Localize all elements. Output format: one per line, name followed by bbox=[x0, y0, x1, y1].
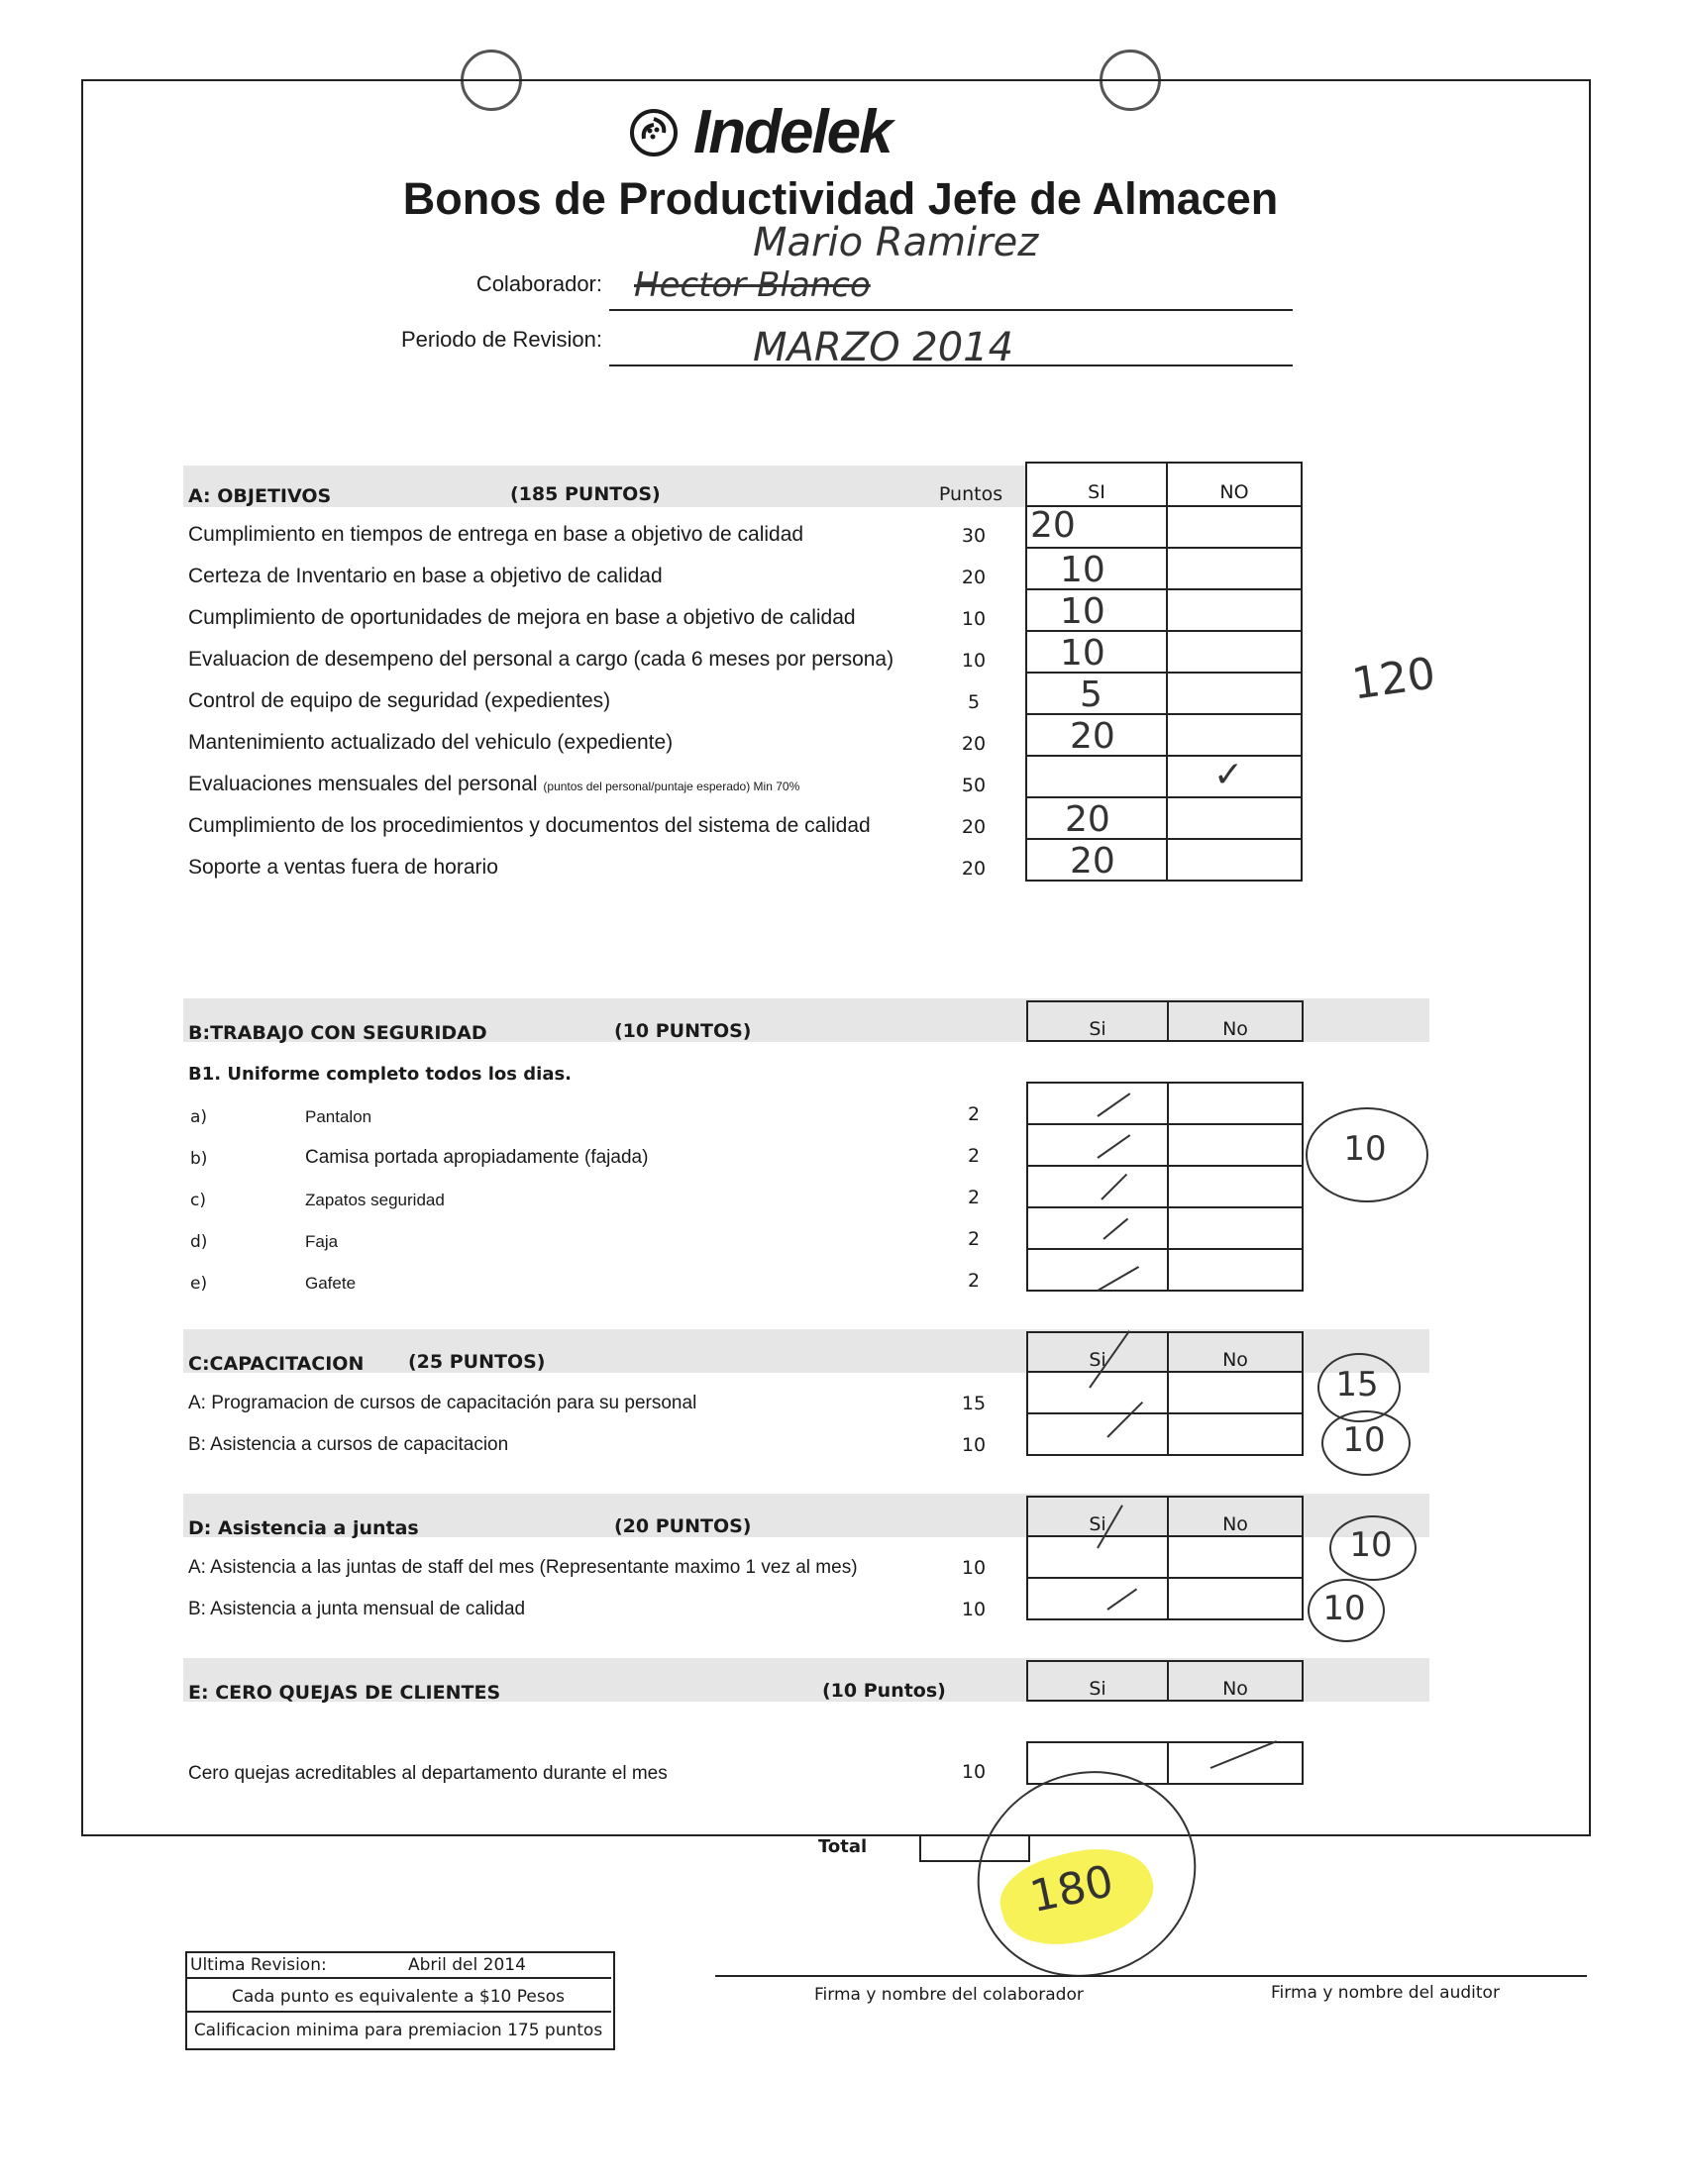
section-d-points: (20 PUNTOS) bbox=[614, 1515, 752, 1537]
section-a-item-7-note: (puntos del personal/puntaje esperado) Min 70% bbox=[543, 780, 800, 793]
indelek-swirl-icon bbox=[624, 103, 683, 162]
section-b-col-no: No bbox=[1222, 1018, 1248, 1040]
logo bbox=[624, 97, 892, 167]
section-b-pts-c: 2 bbox=[967, 1187, 981, 1208]
col-puntos: Puntos bbox=[938, 483, 1003, 505]
section-b-item-a: Pantalon bbox=[305, 1107, 372, 1126]
info-minima: Calificacion minima para premiacion 175 puntos bbox=[193, 2021, 603, 2040]
total-value: 180 bbox=[1025, 1855, 1118, 1924]
logo-text: Indelek bbox=[693, 98, 892, 166]
section-c-item-a: A: Programacion de cursos de capacitación para su personal bbox=[188, 1393, 697, 1413]
section-b-letter-a: a) bbox=[190, 1107, 208, 1127]
section-d-col-si: Si bbox=[1089, 1513, 1106, 1535]
signature-colaborador-label: Firma y nombre del colaborador bbox=[814, 1985, 1084, 2005]
section-a-pts-2: 20 bbox=[961, 567, 987, 588]
section-a-si-2: 10 bbox=[1060, 550, 1105, 590]
section-a-si-6: 20 bbox=[1070, 716, 1115, 757]
section-a-item-7 bbox=[188, 773, 799, 796]
info-divider-1 bbox=[185, 1977, 611, 1979]
colaborador-line bbox=[609, 309, 1293, 311]
section-a-pts-6: 20 bbox=[961, 733, 987, 755]
colaborador-value: Mario Ramirez bbox=[753, 220, 1039, 265]
col-no: NO bbox=[1219, 481, 1249, 503]
section-a-item-9: Soporte a ventas fuera de horario bbox=[188, 856, 498, 879]
section-a-pts-5: 5 bbox=[967, 691, 981, 713]
colaborador-label: Colaborador: bbox=[475, 271, 602, 296]
signature-line bbox=[715, 1975, 1587, 1977]
section-b-subtitle: B1. Uniforme completo todos los dias. bbox=[188, 1064, 573, 1085]
section-d-col-no: No bbox=[1222, 1513, 1248, 1535]
section-a-item-3: Cumplimiento de oportunidades de mejora en base a objetivo de calidad bbox=[188, 606, 856, 629]
section-b-title: B:TRABAJO CON SEGURIDAD bbox=[188, 1022, 487, 1044]
section-c-title: C:CAPACITACION bbox=[188, 1353, 365, 1375]
section-d-title: D: Asistencia a juntas bbox=[188, 1517, 419, 1539]
section-d-item-a: A: Asistencia a las juntas de staff del mes (Representante maximo 1 vez al mes) bbox=[188, 1557, 858, 1578]
section-b-points: (10 PUNTOS) bbox=[614, 1020, 752, 1042]
section-a-si-3: 10 bbox=[1060, 591, 1105, 632]
section-a-item-6: Mantenimiento actualizado del vehiculo (expediente) bbox=[188, 731, 674, 754]
section-c-pts-b: 10 bbox=[961, 1434, 987, 1456]
page-title: Bonos de Productividad Jefe de Almacen bbox=[402, 173, 1279, 224]
section-a-pts-7: 50 bbox=[961, 775, 987, 796]
section-b-item-b: Camisa portada apropiadamente (fajada) bbox=[305, 1147, 649, 1168]
section-b-item-e: Gafete bbox=[305, 1274, 357, 1293]
section-a-no-7: ✓ bbox=[1213, 755, 1244, 795]
total-label: Total bbox=[818, 1836, 868, 1857]
section-a-si-5: 5 bbox=[1080, 675, 1103, 715]
section-b-item-d: Faja bbox=[305, 1232, 339, 1251]
section-c-col-si: Si bbox=[1089, 1349, 1106, 1371]
section-c-score-a: 15 bbox=[1335, 1365, 1379, 1404]
section-e-col-si: Si bbox=[1089, 1678, 1106, 1700]
periodo-value: MARZO 2014 bbox=[753, 325, 1014, 370]
section-a-pts-1: 30 bbox=[961, 525, 987, 547]
section-a-item-1: Cumplimiento en tiempos de entrega en base a objetivo de calidad bbox=[188, 523, 804, 546]
section-b-pts-d: 2 bbox=[967, 1228, 981, 1250]
section-a-si-8: 20 bbox=[1065, 799, 1110, 840]
section-b-letter-d: d) bbox=[190, 1232, 208, 1252]
section-b-subtotal: 10 bbox=[1343, 1129, 1387, 1169]
section-d-score-a: 10 bbox=[1349, 1525, 1393, 1565]
section-a-si-9: 20 bbox=[1070, 841, 1115, 882]
section-a-pts-3: 10 bbox=[961, 608, 987, 630]
section-a-pts-9: 20 bbox=[961, 858, 987, 880]
signature-auditor-label: Firma y nombre del auditor bbox=[1271, 1983, 1500, 2003]
section-c-pts-a: 15 bbox=[961, 1393, 987, 1414]
section-a-points: (185 PUNTOS) bbox=[510, 483, 661, 505]
info-equivalente: Cada punto es equivalente a $10 Pesos bbox=[231, 1987, 566, 2007]
info-ultima-value: Abril del 2014 bbox=[408, 1955, 526, 1975]
section-a-item-2: Certeza de Inventario en base a objetivo de calidad bbox=[188, 565, 663, 587]
section-e-col-no: No bbox=[1222, 1678, 1248, 1700]
section-e-item: Cero quejas acreditables al departamento durante el mes bbox=[188, 1763, 668, 1784]
section-a-item-7-label: Evaluaciones mensuales del personal bbox=[188, 773, 538, 795]
section-e-pts: 10 bbox=[961, 1761, 987, 1783]
info-divider-2 bbox=[185, 2011, 611, 2013]
periodo-label: Periodo de Revision: bbox=[400, 327, 602, 352]
section-b-grid bbox=[1026, 1082, 1304, 1292]
periodo-line bbox=[609, 364, 1293, 366]
section-d-pts-a: 10 bbox=[961, 1557, 987, 1579]
section-a-title: A: OBJETIVOS bbox=[188, 485, 332, 507]
colaborador-struck-name: Hector Blanco bbox=[634, 265, 871, 305]
section-a-si-1: 20 bbox=[1030, 505, 1076, 546]
section-e-points: (10 Puntos) bbox=[822, 1680, 946, 1702]
section-e-title: E: CERO QUEJAS DE CLIENTES bbox=[188, 1682, 501, 1704]
section-a-pts-8: 20 bbox=[961, 816, 987, 838]
section-b-col-si: Si bbox=[1089, 1018, 1106, 1040]
section-b-item-c: Zapatos seguridad bbox=[305, 1191, 445, 1209]
section-d-score-b: 10 bbox=[1322, 1589, 1366, 1628]
section-b-letter-e: e) bbox=[190, 1274, 208, 1294]
section-c-score-b: 10 bbox=[1342, 1420, 1386, 1460]
section-d-item-b: B: Asistencia a junta mensual de calidad bbox=[188, 1599, 526, 1619]
section-b-pts-b: 2 bbox=[967, 1145, 981, 1167]
section-a-item-8: Cumplimiento de los procedimientos y documentos del sistema de calidad bbox=[188, 814, 871, 837]
section-a-si-4: 10 bbox=[1060, 633, 1105, 674]
section-c-col-no: No bbox=[1222, 1349, 1248, 1371]
section-c-item-b: B: Asistencia a cursos de capacitacion bbox=[188, 1434, 509, 1455]
section-a-item-5: Control de equipo de seguridad (expedientes) bbox=[188, 689, 611, 712]
section-b-pts-a: 2 bbox=[967, 1103, 981, 1125]
section-c-points: (25 PUNTOS) bbox=[408, 1351, 546, 1373]
section-b-pts-e: 2 bbox=[967, 1270, 981, 1292]
section-a-pts-4: 10 bbox=[961, 650, 987, 672]
section-a-subtotal: 120 bbox=[1348, 648, 1439, 710]
col-si: SI bbox=[1088, 481, 1105, 503]
info-ultima-label: Ultima Revision: bbox=[190, 1955, 327, 1975]
section-d-pts-b: 10 bbox=[961, 1599, 987, 1620]
section-b-letter-c: c) bbox=[190, 1191, 206, 1210]
section-b-letter-b: b) bbox=[190, 1149, 208, 1169]
section-a-item-4: Evaluacion de desempeno del personal a cargo (cada 6 meses por persona) bbox=[188, 648, 894, 671]
